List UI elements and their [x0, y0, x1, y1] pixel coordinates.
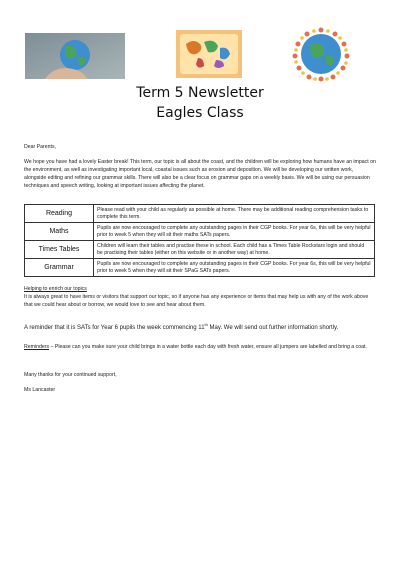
subject-text: Pupils are now encouraged to complete any outstanding pages in their CGP books. For year 6s, this will be very helpful prior to week 5 when they will sit their SPaG SATs papers. — [94, 259, 375, 277]
table-row — [25, 241, 375, 259]
table-row — [25, 205, 375, 223]
sats-reminder-text: A reminder that it is SATs for Year 6 pupils the week commencing 11 — [24, 325, 205, 331]
reminders-paragraph — [24, 343, 376, 351]
sats-reminder-text-end: May. We will send out further information shortly. — [207, 325, 339, 331]
subjects-table — [24, 204, 375, 277]
signature: Ms Lancaster — [24, 387, 56, 393]
greeting: Dear Parents, — [24, 144, 57, 150]
subject-text: Please read with your child as regularly as possible at home. There may be additional reading comprehension tasks to complete this term. — [94, 205, 375, 223]
subject-name: Reading — [25, 205, 94, 223]
newsletter-title: Term 5 Newsletter — [136, 85, 264, 101]
subject-name: Times Tables — [25, 241, 94, 259]
table-row — [25, 223, 375, 241]
subject-name: Grammar — [25, 259, 94, 277]
subject-text: Pupils are now encouraged to complete any outstanding pages in their CGP books. For year 6s, this will be very helpful prior to week 5 when they will sit their maths SATs papers. — [94, 223, 375, 241]
subject-name: Maths — [25, 223, 94, 241]
intro-paragraph: We hope you have had a lovely Easter break! This term, our topic is all about the coast, and the children will be exploring how humans have an impact on the environment, as well as investigating important local, coastal issues such as erosion and deposition. We will be developing our written work, alongside editing and refining our grammar skills. There will also be a clear focus on grammar gaps on a weekly basis. We will be using our persuasion techniques and speech writing, looking at important issues affecting the planet. — [24, 159, 376, 189]
reminders-text: – Please can you make sure your child brings in a water bottle each day with fresh water, ensure all jumpers are labelled and bring a coat. — [49, 344, 367, 350]
hand-globe-image — [25, 33, 125, 79]
table-row — [25, 259, 375, 277]
children-around-globe-image — [288, 26, 354, 82]
reminders-heading: Reminders — [24, 344, 50, 350]
sats-reminder — [24, 320, 376, 333]
closing-line: Many thanks for your continued support, — [24, 372, 117, 378]
world-map-icon — [176, 30, 242, 78]
sats-reminder-ordinal: th — [204, 322, 208, 327]
class-name-title: Eagles Class — [156, 105, 244, 121]
subject-text: Children will learn their tables and practise these in school. Each child has a Times Table Rockstars login and should be practising their tables (either on this website or in another way) at home. — [94, 241, 375, 259]
help-heading: Helping to enrich our topics — [24, 286, 87, 292]
help-paragraph: It is always great to have items or visitors that support our topic, so if anyone has any experience or items that may help us with any of the work above that we could hear about or borrow, we would love to see and hear about them. — [24, 294, 369, 308]
